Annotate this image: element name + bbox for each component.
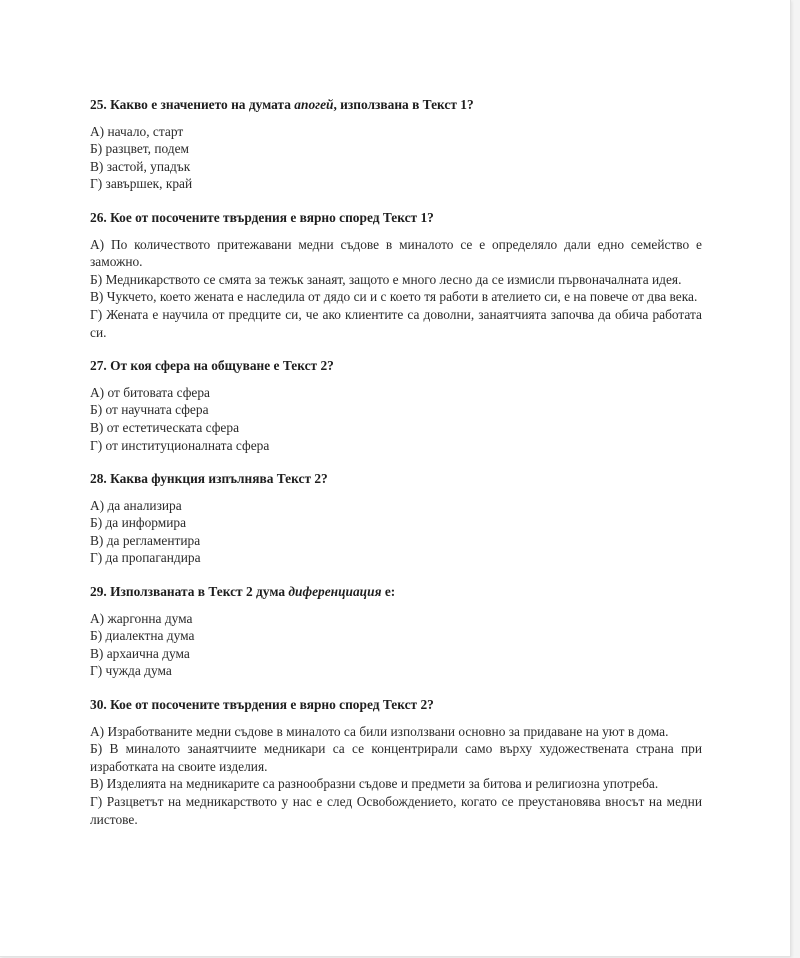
question-title-emphasis: диференциация [288, 584, 382, 600]
option-b: Б) Медникарството се смята за тежък занаят, защото е много лесно да се измисли първоначалната идея. [90, 271, 682, 287]
question-25 [90, 96, 702, 193]
option-d: Г) от институционалната сфера [90, 437, 270, 453]
question-29 [90, 583, 702, 680]
question-title-text-end: , използвана в Текст 1? [333, 97, 474, 112]
option-a: А) начало, старт [90, 123, 184, 139]
option-a: А) от битовата сфера [90, 384, 210, 400]
question-title-text: 26. Кое от посочените твърдения е вярно според Текст 1? [90, 209, 434, 225]
question-30 [90, 696, 702, 828]
question-title-text: 30. Кое от посочените твърдения е вярно според Текст 2? [90, 697, 434, 713]
question-title [90, 209, 702, 227]
option-b: Б) от научната сфера [90, 402, 209, 418]
question-title [90, 357, 702, 375]
question-26 [90, 209, 702, 341]
option-a: А) жаргонна дума [90, 610, 193, 626]
questions-list [90, 96, 702, 844]
question-title [90, 696, 702, 714]
option-c: В) да регламентира [90, 532, 201, 548]
question-28 [90, 470, 702, 567]
option-b: Б) разцвет, подем [90, 141, 190, 157]
option-c: В) Изделията на медникарите са разнообразни съдове и предмети за битова и религиозна употреба. [90, 776, 659, 792]
question-title-emphasis: апогей [294, 97, 334, 112]
question-title [90, 583, 702, 601]
option-a: А) да анализира [90, 497, 182, 513]
question-title-text: 27. От коя сфера на общуване е Текст 2? [90, 358, 334, 374]
option-b: Б) диалектна дума [90, 628, 195, 644]
option-c: В) архаична дума [90, 645, 190, 661]
option-d: Г) чужда дума [90, 663, 172, 679]
option-d: Г) да пропагандира [90, 550, 201, 566]
option-b: Б) В миналото занаятчиите медникари са се концентрирали само върху художествената страна при изработката на своите изделия. [90, 741, 702, 774]
option-b: Б) да информира [90, 515, 187, 531]
option-a: А) По количеството притежавани медни съдове в миналото се е определяло дали едно семейство е заможно. [90, 236, 702, 270]
option-a: А) Изработваните медни съдове в миналото са били използвани основно за придаване на уют в дома. [90, 723, 669, 739]
question-title-text: 25. Какво е значението на думата [90, 97, 295, 112]
option-c: В) Чукчето, което жената е наследила от дядо си и с което тя работи в ателието си, е на повече от два века. [90, 289, 698, 305]
option-c: В) от естетическата сфера [90, 419, 240, 435]
option-d: Г) Жената е научила от предците си, че ако клиентите са доволни, занаятчията започва да обича работата си. [90, 306, 702, 340]
option-d: Г) Разцветът на медникарството у нас е след Освобождението, когато се преустановява вносът на медни листове. [90, 794, 702, 827]
question-title-text: 28. Каква функция изпълнява Текст 2? [90, 471, 328, 487]
question-title-text-end: е: [381, 584, 396, 600]
question-title [90, 96, 702, 114]
option-c: В) застой, упадък [90, 158, 191, 174]
question-title [90, 470, 702, 488]
question-27 [90, 357, 702, 454]
question-title-text: 29. Използваната в Текст 2 дума [90, 584, 289, 600]
option-d: Г) завършек, край [90, 176, 193, 192]
